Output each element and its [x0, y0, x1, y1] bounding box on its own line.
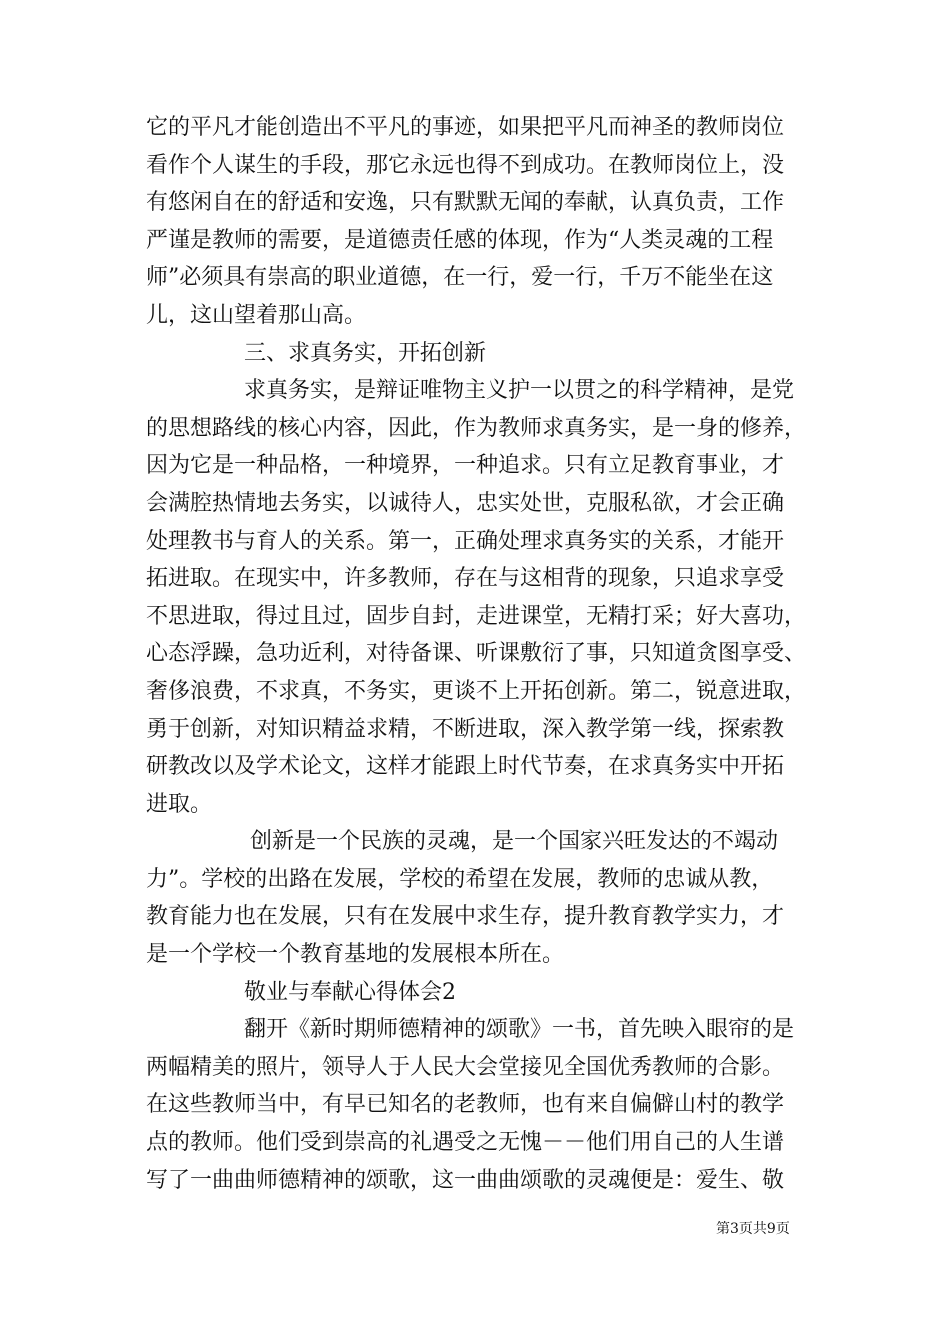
text-line: 勇于创新，对知识精益求精，不断进取，深入教学第一线，探索教 — [146, 716, 785, 742]
text-line: 研教改以及学术论文，这样才能跟上时代节奏，在求真务实中开拓 — [146, 754, 785, 780]
text-line: 师”必须具有崇高的职业道德，在一行，爱一行，千万不能坐在这 — [146, 265, 774, 291]
text-line: 力”。学校的出路在发展，学校的希望在发展，教师的忠诚从教， — [146, 866, 774, 892]
text-line: 两幅精美的照片，领导人于人民大会堂接见全国优秀教师的合影。 — [146, 1054, 785, 1080]
section-heading: 敬业与奉献心得体会2 — [244, 979, 456, 1005]
text-line: 奢侈浪费，不求真，不务实，更谈不上开拓创新。第二，锐意进取， — [146, 678, 807, 704]
text-line: 儿，这山望着那山高。 — [146, 302, 367, 328]
text-line: 创新是一个民族的灵魂，是一个国家兴旺发达的不竭动 — [250, 829, 779, 855]
text-line: 看作个人谋生的手段，那它永远也得不到成功。在教师岗位上，没 — [146, 152, 785, 178]
text-line: 严谨是教师的需要，是道德责任感的体现，作为“人类灵魂的工程 — [146, 227, 774, 253]
text-line: 会满腔热情地去务实，以诚待人，忠实处世，克服私欲，才会正确 — [146, 490, 785, 516]
text-line: 有悠闲自在的舒适和安逸，只有默默无闻的奉献，认真负责，工作 — [146, 190, 785, 216]
text-line: 因为它是一种品格，一种境界，一种追求。只有立足教育事业，才 — [146, 453, 785, 479]
text-line: 翻开《新时期师德精神的颂歌》一书，首先映入眼帘的是 — [244, 1017, 795, 1043]
section-heading: 三、求真务实，开拓创新 — [244, 340, 487, 366]
text-line: 心态浮躁，急功近利，对待备课、听课敷衍了事，只知道贪图享受、 — [146, 641, 807, 667]
text-line: 的思想路线的核心内容，因此，作为教师求真务实，是一身的修养， — [146, 415, 807, 441]
text-line: 求真务实，是辩证唯物主义护一以贯之的科学精神，是党 — [244, 378, 795, 404]
text-line: 不思进取，得过且过，固步自封，走进课堂，无精打采；好大喜功， — [146, 603, 807, 629]
page-number: 第3页共9页 — [716, 1221, 790, 1237]
text-line: 点的教师。他们受到崇高的礼遇受之无愧－－他们用自己的人生谱 — [146, 1130, 785, 1156]
text-line: 处理教书与育人的关系。第一，正确处理求真务实的关系，才能开 — [146, 528, 785, 554]
text-line: 在这些教师当中，有早已知名的老教师，也有来自偏僻山村的教学 — [146, 1092, 785, 1118]
text-line: 它的平凡才能创造出不平凡的事迹，如果把平凡而神圣的教师岗位 — [146, 115, 785, 140]
text-line: 写了一曲曲师德精神的颂歌，这一曲曲颂歌的灵魂便是：爱生、敬 — [146, 1167, 785, 1193]
text-line: 教育能力也在发展，只有在发展中求生存，提升教育教学实力，才 — [146, 904, 785, 930]
document-body — [146, 109, 816, 1199]
text-line: 拓进取。在现实中，许多教师，存在与这相背的现象，只追求享受 — [146, 566, 785, 592]
text-line: 是一个学校一个教育基地的发展根本所在。 — [146, 942, 565, 968]
text-line: 进取。 — [146, 791, 213, 817]
